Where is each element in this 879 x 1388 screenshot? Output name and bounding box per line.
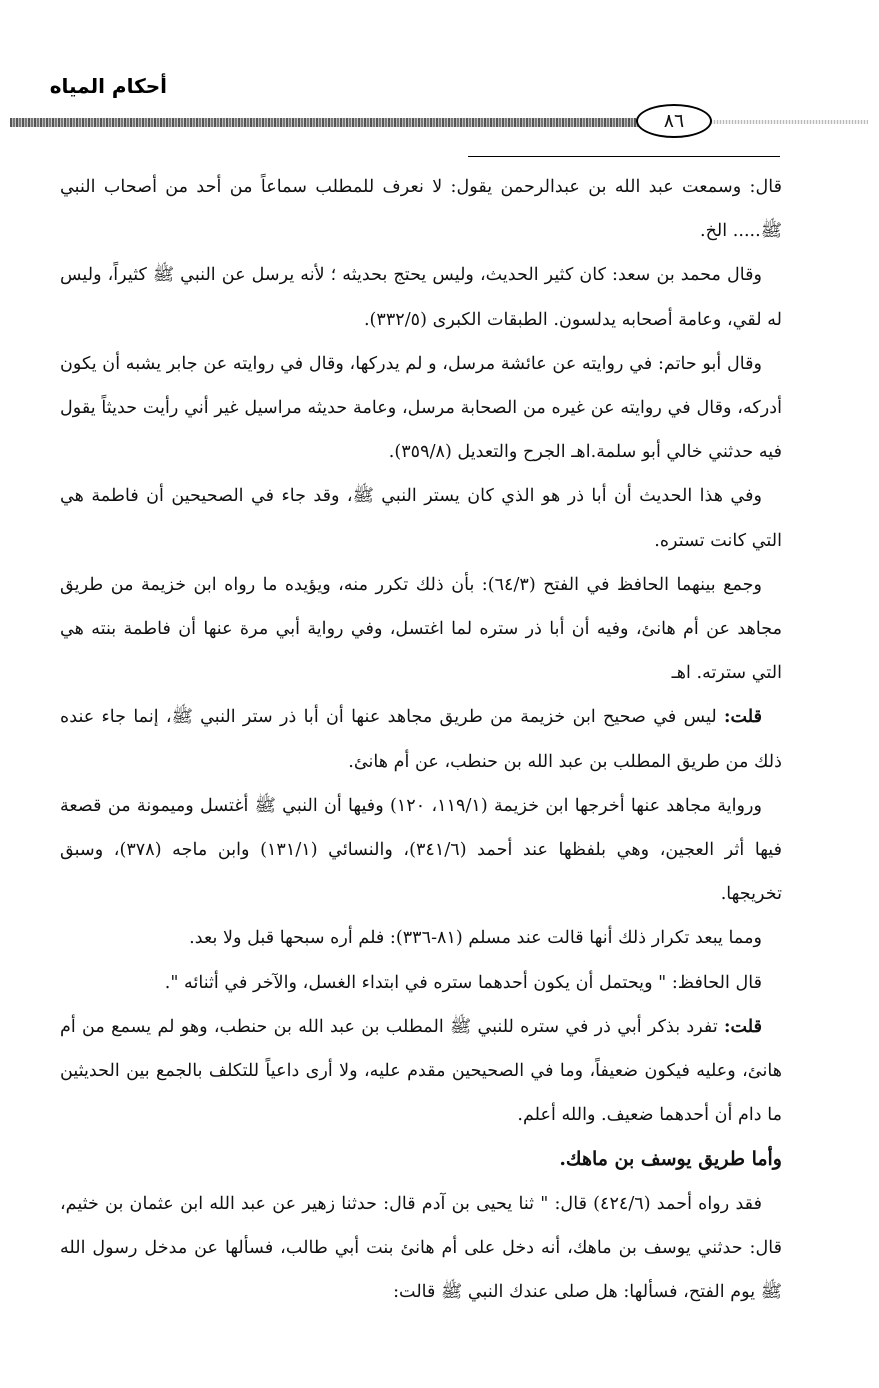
paragraph: ومما يبعد تكرار ذلك أنها قالت عند مسلم (٨١-٣٣٦): فلم أره سبحها قبل ولا بعد. bbox=[189, 928, 762, 949]
running-head: أحكام المياه bbox=[49, 74, 167, 98]
section-heading: وأما طريق يوسف بن ماهك. bbox=[559, 1148, 782, 1171]
footnote-separator-rule bbox=[468, 156, 780, 157]
page-number bbox=[636, 104, 712, 138]
body-text bbox=[60, 165, 782, 1314]
paragraph: وفي هذا الحديث أن أبا ذر هو الذي كان يستر النبي ﷺ، وقد جاء في الصحيحين أن فاطمة هي التي كانت تستره. bbox=[60, 486, 782, 551]
page-number-text: ٨٦ bbox=[663, 110, 685, 132]
paragraph-lead: قلت: bbox=[723, 1015, 762, 1037]
paragraph: وجمع بينهما الحافظ في الفتح (٦٤/٣): بأن ذلك تكرر منه، ويؤيده ما رواه ابن خزيمة من طريق مجاهد عن أم هانئ، وفيه أن أبا ذر ستره لما اغتسل، وفي رواية أبي مرة عنها أن فاطمة بنته هي التي سترته. اهـ bbox=[60, 574, 782, 684]
header-ornament-rule-right bbox=[708, 120, 868, 124]
paragraph: ورواية مجاهد عنها أخرجها ابن خزيمة (١١٩/١، ١٢٠) وفيها أن النبي ﷺ أغتسل وميمونة من قصعة فيها أثر العجين، وهي بلفظها عند أحمد (٣٤١/٦)، والنسائي (١٣١/١) وابن ماجه (٣٧٨)، وسبق تخريجها. bbox=[60, 795, 783, 905]
paragraph: قلت: تفرد بذكر أبي ذر في ستره للنبي ﷺ المطلب بن عبد الله بن حنطب، وهو لم يسمع من أم هانئ، وعليه فيكون ضعيفاً، وما في الصحيحين مقدم عليه، ولا أرى داعياً للتكلف بالجمع بين الحديثين ما دام أن أحدهما ضعيف. والله أعلم. bbox=[60, 1015, 782, 1126]
paragraph: قلت: ليس في صحيح ابن خزيمة من طريق مجاهد عنها أن أبا ذر ستر النبي ﷺ، إنما جاء عنده ذلك من طريق المطلب بن عبد الله بن حنطب، عن أم هانئ. bbox=[60, 706, 782, 772]
paragraph: قال: وسمعت عبد الله بن عبدالرحمن يقول: لا نعرف للمطلب سماعاً من أحد من أصحاب النبي ﷺ..... الخ. bbox=[60, 177, 782, 242]
paragraph: وقال أبو حاتم: في روايته عن عائشة مرسل، و لم يدركها، وقال في روايته عن جابر يشبه أن يكون أدركه، وقال في روايته عن غيره من الصحابة مرسل، وعامة حديثه مراسيل غير أني رأيت حديثاً يقول فيه حدثني خالي أبو سلمة.اهـ الجرح والتعديل (٣٥٩/٨). bbox=[60, 353, 782, 463]
header-ornament-rule bbox=[10, 118, 650, 127]
paragraph: وقال محمد بن سعد: كان كثير الحديث، وليس يحتج بحديثه ؛ لأنه يرسل عن النبي ﷺ كثيراً، وليس له لقي، وعامة أصحابه يدلسون. الطبقات الكبرى (٣٣٢/٥). bbox=[60, 265, 782, 330]
paragraph-lead: قلت: bbox=[723, 706, 762, 728]
paragraph: قال الحافظ: " ويحتمل أن يكون أحدهما ستره في ابتداء الغسل، والآخر في أثنائه ". bbox=[164, 972, 762, 993]
paragraph: فقد رواه أحمد (٤٢٤/٦) قال: " ثنا يحيى بن آدم قال: حدثنا زهير عن عبد الله ابن عثمان بن خثيم، قال: حدثني يوسف بن ماهك، أنه دخل على أم هانئ بنت أبي طالب، فسألها عن مدخل رسول الله ﷺ يوم الفتح، فسألها: هل صلى عندك النبي ﷺ قالت: bbox=[60, 1193, 782, 1303]
